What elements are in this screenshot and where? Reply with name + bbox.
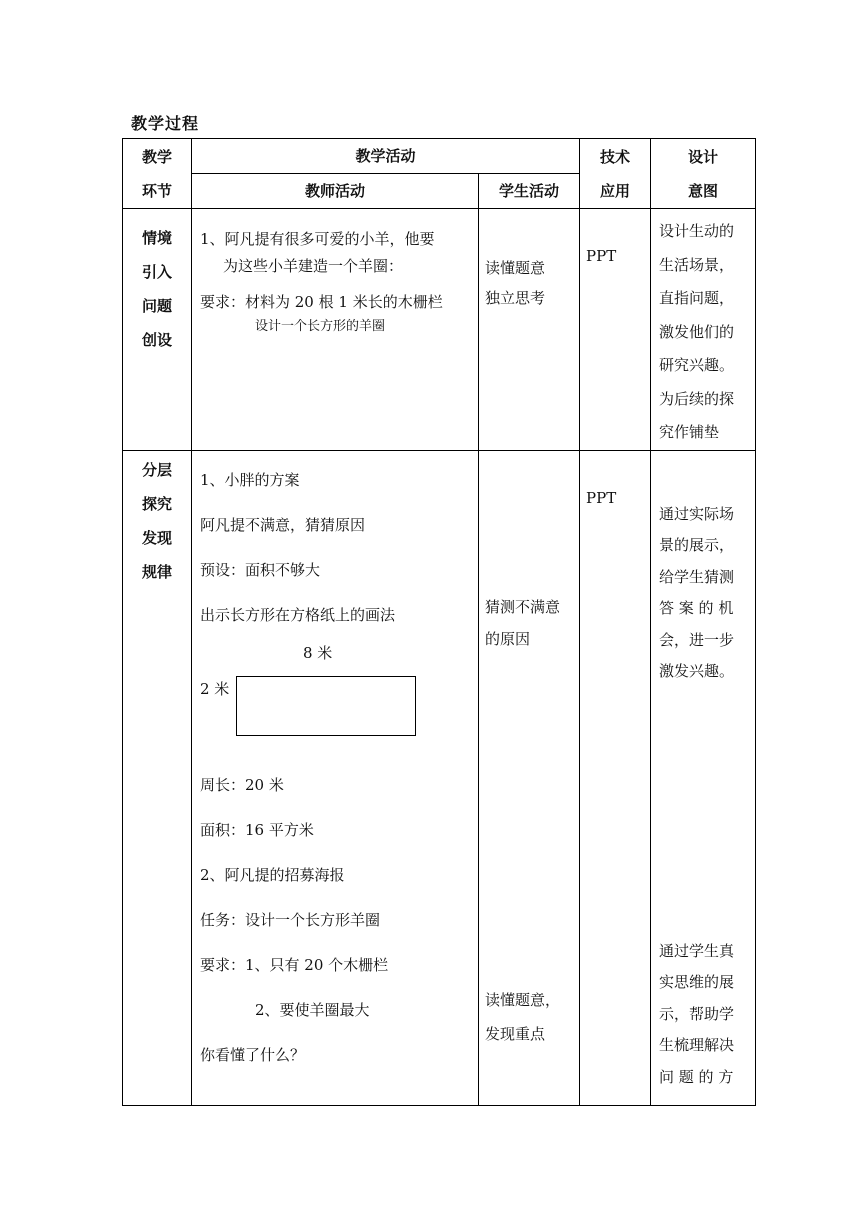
rectangle-shape [236, 676, 416, 736]
row-situation [123, 209, 756, 451]
row1-stage: 情境 引入 问题 创设 [123, 209, 192, 451]
header-activities: 教学活动 [192, 139, 580, 174]
header-stage: 教学 环节 [123, 139, 192, 209]
rectangle-diagram [200, 642, 470, 742]
row1-teacher: 1、阿凡提有很多可爱的小羊，他要 为这些小羊建造一个羊圈： 要求：材料为 20 根 1 米长的木栅栏 设计一个长方形的羊圈 [192, 209, 479, 451]
row1-intent: 设计生动的 生活场景， 直指问题， 激发他们的 研究兴趣。 为后续的探 究作铺垫 [651, 209, 756, 451]
row-explore [123, 450, 756, 1105]
header-teacher: 教师活动 [192, 174, 479, 209]
header-tech: 技术 应用 [580, 139, 651, 209]
header-intent: 设计 意图 [651, 139, 756, 209]
row2-intent: 通过实际场 景的展示， 给学生猜测 答 案 的 机 会，进一步 激发兴趣。 通过学生真 实思维的展 示，帮助学 生梳理解决 问 题 的 方 [651, 450, 756, 1105]
row1-tech: PPT [580, 209, 651, 451]
header-student: 学生活动 [479, 174, 580, 209]
row1-student: 读懂题意 独立思考 [479, 209, 580, 451]
lesson-table [122, 138, 756, 1106]
row2-stage: 分层 探究 发现 规律 [123, 450, 192, 1105]
row2-teacher: 1、小胖的方案 阿凡提不满意，猜猜原因 预设：面积不够大 出示长方形在方格纸上的画法 8 米 2 米 周长：20 米 面积：16 平方米 2、阿凡提的招募海报 任务：设计一个长方形羊圈 要求：1、只有 20 个木栅栏 2、要使羊圈最大 你看懂了什么？ [192, 450, 479, 1105]
header-row-1 [123, 139, 756, 174]
rect-width-label: 2 米 [200, 679, 230, 698]
section-title: 教学过程 [131, 114, 200, 133]
row2-student: 猜测不满意 的原因 读懂题意， 发现重点 [479, 450, 580, 1105]
rect-length-label: 8 米 [303, 643, 333, 662]
row2-tech: PPT [580, 450, 651, 1105]
